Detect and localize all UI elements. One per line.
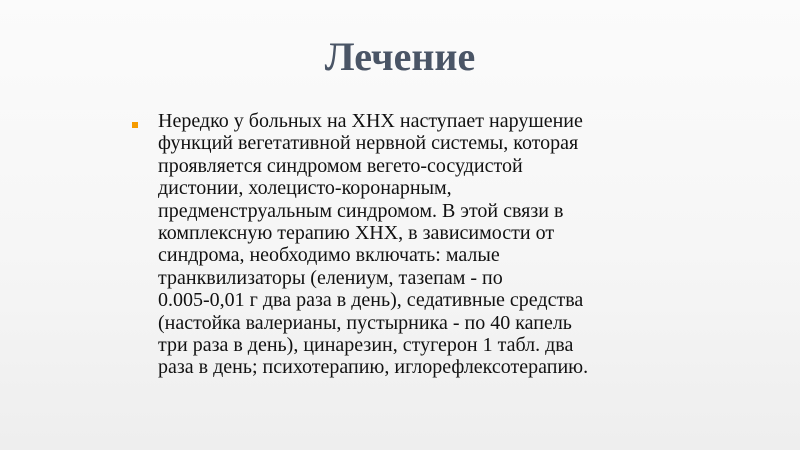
- bullet-text-line: синдрома, необходимо включать: малые: [158, 244, 500, 267]
- bullet-text-line: комплексную терапию ХНХ, в зависимости от: [158, 222, 555, 245]
- bullet-text-line: три раза в день), цинарезин, стугерон 1 табл. два: [158, 334, 574, 357]
- bullet-text-line: 0.005-0,01 г два раза в день), седативные средства: [158, 289, 584, 312]
- bullet-item: [132, 110, 672, 379]
- slide-title: Лечение: [324, 34, 476, 79]
- bullet-text-line: проявляется синдромом вегето-сосудистой: [158, 154, 523, 177]
- bullet-text-line: функций вегетативной нервной системы, которая: [158, 132, 579, 155]
- bullet-text-line: (настойка валерианы, пустырника - по 40 капель: [158, 311, 572, 334]
- bullet-list: [132, 110, 672, 379]
- bullet-text-line: раза в день; психотерапию, иглорефлексотерапию.: [158, 356, 589, 379]
- bullet-text: [158, 110, 672, 379]
- square-bullet-icon: [132, 122, 138, 128]
- bullet-text-line: транквилизаторы (елениум, тазепам - по: [158, 266, 503, 289]
- bullet-text-line: дистонии, холецисто-коронарным,: [158, 177, 452, 200]
- bullet-text-line: предменструальным синдромом. В этой связи в: [158, 199, 564, 222]
- bullet-text-line: Нередко у больных на ХНХ наступает нарушение: [158, 110, 583, 132]
